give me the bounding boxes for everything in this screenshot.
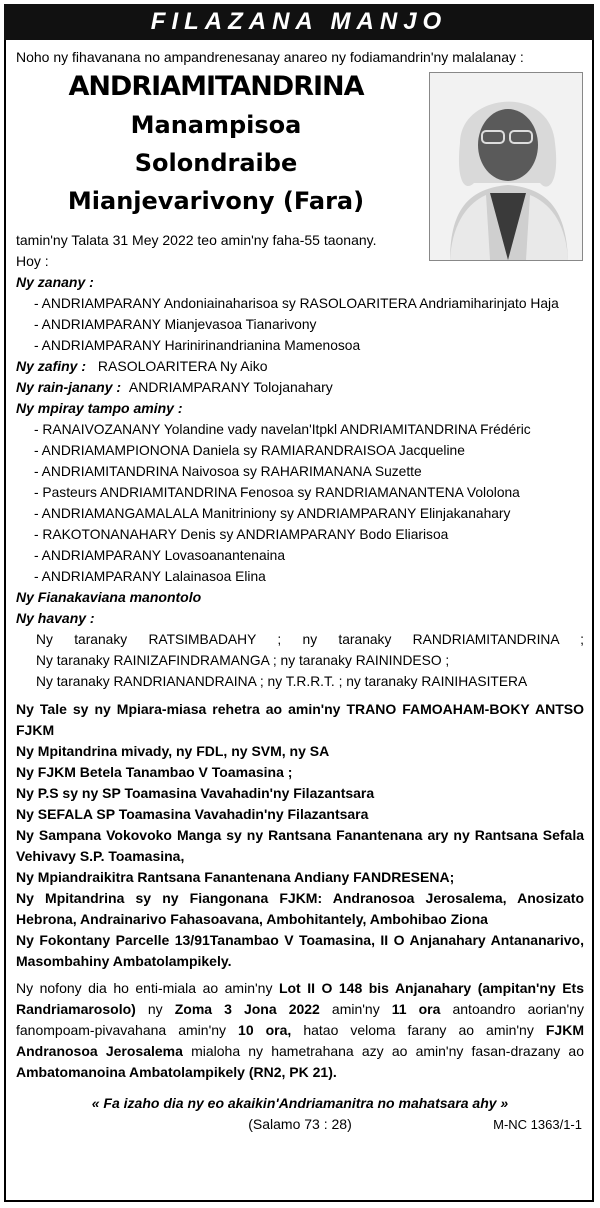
notice-body <box>16 47 584 1136</box>
funeral-text: mialoha ny hametrahana azy ao amin'ny fasan-drazany ao <box>182 1043 584 1059</box>
list-item: - ANDRIAMANGAMALALA Manitriniony sy ANDRIAMPARANY Elinjakanahary <box>34 506 511 521</box>
reference-line <box>16 1114 584 1136</box>
funeral-text: Ny nofony dia ho enti-miala ao amin'ny <box>16 980 279 996</box>
list-item: - ANDRIAMAMPIONONA Daniela sy RAMIARANDRAISOA Jacqueline <box>34 443 465 458</box>
deceased-name-line: Solondraibe <box>134 149 298 177</box>
intro-text: Noho ny fihavanana no ampandrenesanay anareo ny fodiamandrin'ny malalanay : <box>16 49 524 65</box>
zafiny-value: RASOLOARITERA Ny Aiko <box>97 358 268 374</box>
deceased-name-line: Mianjevarivony (Fara) <box>67 187 365 215</box>
funeral-text: hatao veloma farany ao amin'ny <box>291 1022 546 1038</box>
funeral-text: amin'ny <box>319 1001 392 1017</box>
fianakaviana-label: Ny Fianakaviana manontolo <box>16 589 202 605</box>
notice-code: M-NC 1363/1-1 <box>493 1117 582 1132</box>
list-item: - ANDRIAMPARANY Andoniainaharisoa sy RASOLOARITERA Andriamiharinjato Haja <box>34 296 559 311</box>
condolence-line: Ny Mpitandrina mivady, ny FDL, ny SVM, ny SA <box>16 743 330 759</box>
list-item: - ANDRIAMPARANY Lovasoanantenaina <box>34 548 286 563</box>
mpiray-label: Ny mpiray tampo aminy : <box>16 400 183 416</box>
portrait-image <box>430 73 582 260</box>
church-name: FJKM Andranosoa Jerosalema <box>16 1022 584 1059</box>
funeral-text: antoandro aorian'ny fanompoam-pivavahana amin'ny <box>16 1001 584 1038</box>
rainjanany-value: ANDRIAMPARANY Tolojanahary <box>128 379 333 395</box>
list-item: - RAKOTONANAHARY Denis sy ANDRIAMPARANY Bodo Eliarisoa <box>34 527 449 542</box>
list-item: - Pasteurs ANDRIAMITANDRINA Fenosoa sy RANDRIAMANANTENA Vololona <box>34 485 520 500</box>
havany-line: Ny taranaky RANDRIANANDRAINA ; ny T.R.R.T. ; ny taranaky RAINIHASITERA <box>36 674 528 689</box>
list-item: - ANDRIAMPARANY Mianjevasoa Tianarivony <box>34 317 317 332</box>
burial-place: Ambatomanoina Ambatolampikely (RN2, PK 21). <box>16 1064 337 1080</box>
psalm-reference: (Salamo 73 : 28) <box>248 1116 352 1132</box>
funeral-time: 11 ora <box>391 1001 441 1017</box>
havany-line: Ny taranaky RATSIMBADAHY ; ny taranaky RANDRIAMITANDRINA ; <box>36 632 584 647</box>
condolence-line: Ny Fokontany Parcelle 13/91Tanambao V Toamasina, II O Anjanahary Antananarivo, Masombahiny Ambatolampikely. <box>16 932 584 969</box>
funeral-details <box>16 978 584 1083</box>
zafiny-label: Ny zafiny : <box>16 358 87 374</box>
death-date-text: tamin'ny Talata 31 Mey 2022 teo amin'ny faha-55 taonany. <box>16 232 377 248</box>
condolences-block <box>16 699 584 972</box>
list-item: - RANAIVOZANANY Yolandine vady navelan'Itpkl ANDRIAMITANDRINA Frédéric <box>34 422 531 437</box>
havany-label: Ny havany : <box>16 610 95 626</box>
notice-title: FILAZANA MANJO <box>4 4 594 40</box>
rainjanany-label: Ny rain-janany : <box>16 379 122 395</box>
condolence-line: Ny P.S sy ny SP Toamasina Vavahadin'ny Filazantsara <box>16 785 375 801</box>
deceased-portrait-photo <box>429 72 583 261</box>
rainjanany-row <box>16 377 584 398</box>
havany-line: Ny taranaky RAINIZAFINDRAMANGA ; ny taranaky RAININDESO ; <box>36 653 450 668</box>
service-time: 10 ora, <box>238 1022 292 1038</box>
funeral-location: Lot II O 148 bis Anjanahary (ampitan'ny Ets Randriamarosolo) <box>16 980 584 1017</box>
deceased-name-line: ANDRIAMITANDRINA <box>68 71 364 102</box>
list-item: - ANDRIAMITANDRINA Naivosoa sy RAHARIMANANA Suzette <box>34 464 422 479</box>
zanany-label: Ny zanany : <box>16 274 94 290</box>
funeral-date: Zoma 3 Jona 2022 <box>174 1001 320 1017</box>
funeral-text: ny <box>135 1001 175 1017</box>
zafiny-row <box>16 356 584 377</box>
bible-quote: « Fa izaho dia ny eo akaikin'Andriamanitra no mahatsara ahy » <box>91 1095 509 1111</box>
list-item: - ANDRIAMPARANY Lalainasoa Elina <box>34 569 266 584</box>
condolence-line: Ny SEFALA SP Toamasina Vavahadin'ny Filazantsara <box>16 806 369 822</box>
condolence-line: Ny Mpitandrina sy ny Fiangonana FJKM: Andranosoa Jerosalema, Anosizato Hebrona, Andrainarivo Fahasoavana, Ambohitantely, Ambohibao Ziona <box>16 890 584 927</box>
condolence-line: Ny FJKM Betela Tanambao V Toamasina ; <box>16 764 293 780</box>
condolence-line: Ny Sampana Vokovoko Manga sy ny Rantsana Fanantenana ary ny Rantsana Sefala Vehivavy S.P. Toamasina, <box>16 827 584 864</box>
hoy-label: Hoy : <box>16 253 49 269</box>
condolence-line: Ny Tale sy ny Mpiara-miasa rehetra ao amin'ny TRANO FAMOAHAM-BOKY ANTSO FJKM <box>16 701 584 738</box>
list-item: - ANDRIAMPARANY Harinirinandrianina Mamenosoa <box>34 338 361 353</box>
deceased-name <box>16 68 416 220</box>
condolence-line: Ny Mpiandraikitra Rantsana Fanantenana Andiany FANDRESENA; <box>16 869 455 885</box>
deceased-name-line: Manampisoa <box>130 111 302 139</box>
